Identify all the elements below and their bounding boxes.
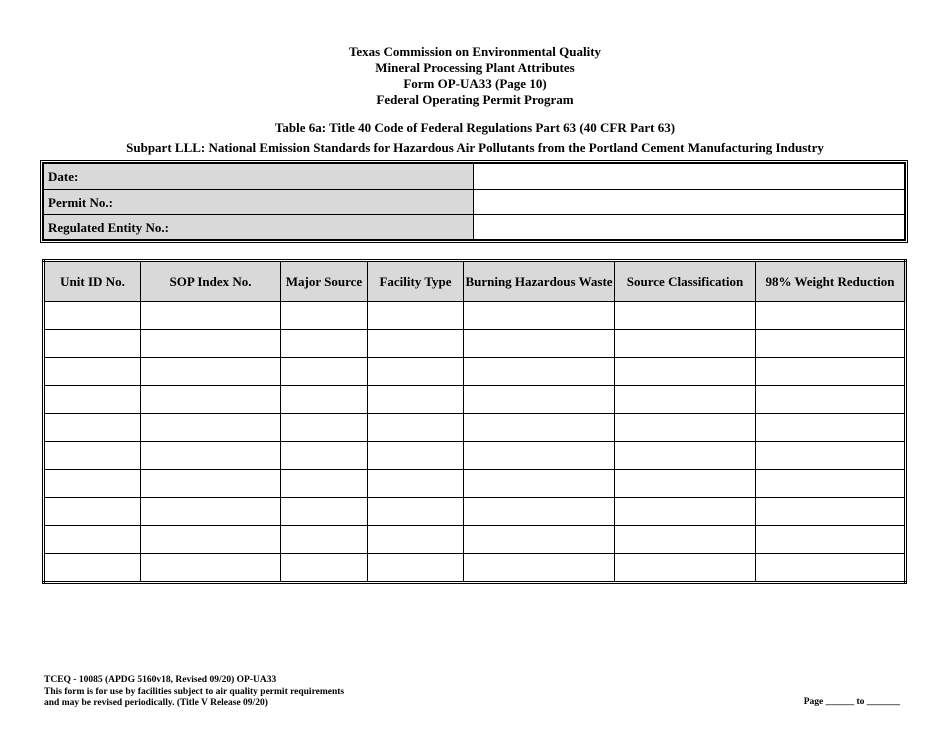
permit-info-box (42, 162, 906, 241)
header-row (44, 261, 906, 302)
table-cell[interactable] (281, 414, 368, 442)
table-cell[interactable] (44, 442, 141, 470)
column-header: SOP Index No. (141, 261, 281, 302)
table-cell[interactable] (141, 470, 281, 498)
table-cell[interactable] (281, 470, 368, 498)
table-cell[interactable] (141, 358, 281, 386)
table-cell[interactable] (141, 554, 281, 583)
table-cell[interactable] (368, 414, 464, 442)
table-subtitle: Subpart LLL: National Emission Standards for Hazardous Air Pollutants from the Portland Cement Manufacturing Industry (126, 140, 824, 155)
table-cell[interactable] (464, 358, 615, 386)
table-cell[interactable] (368, 554, 464, 583)
entity-field[interactable] (474, 215, 904, 239)
table-row (44, 302, 906, 330)
table-cell[interactable] (615, 498, 756, 526)
table-cell[interactable] (368, 470, 464, 498)
form-header (0, 44, 950, 108)
table-cell[interactable] (756, 470, 906, 498)
table-cell[interactable] (464, 414, 615, 442)
page-number: Page ______ to _______ (803, 697, 900, 707)
table-cell[interactable] (756, 386, 906, 414)
table-title: Table 6a: Title 40 Code of Federal Regulations Part 63 (40 CFR Part 63) (274, 120, 676, 135)
table-row (44, 526, 906, 554)
permit-label: Permit No.: (44, 190, 474, 214)
table-cell[interactable] (281, 498, 368, 526)
table-cell[interactable] (44, 414, 141, 442)
table-cell[interactable] (756, 498, 906, 526)
table-cell[interactable] (281, 526, 368, 554)
table-cell[interactable] (281, 442, 368, 470)
table-cell[interactable] (281, 302, 368, 330)
table-cell[interactable] (281, 386, 368, 414)
program-name: Federal Operating Permit Program (376, 92, 574, 107)
column-header: Major Source (281, 261, 368, 302)
table-row (44, 498, 906, 526)
table-cell[interactable] (464, 526, 615, 554)
table-cell[interactable] (464, 470, 615, 498)
table-cell[interactable] (615, 526, 756, 554)
table-cell[interactable] (368, 498, 464, 526)
table-cell[interactable] (615, 358, 756, 386)
form-number: Form OP-UA33 (Page 10) (403, 76, 547, 91)
table-cell[interactable] (368, 358, 464, 386)
table-row (44, 554, 906, 583)
footer-form-id: TCEQ - 10085 (APDG 5160v18, Revised 09/20) OP-UA33 (44, 675, 277, 685)
column-header: 98% Weight Reduction (756, 261, 906, 302)
table-cell[interactable] (44, 386, 141, 414)
table-cell[interactable] (368, 330, 464, 358)
table-cell[interactable] (44, 330, 141, 358)
table-cell[interactable] (281, 358, 368, 386)
table-row (44, 414, 906, 442)
table-cell[interactable] (756, 526, 906, 554)
entity-label: Regulated Entity No.: (44, 215, 474, 239)
table-cell[interactable] (141, 498, 281, 526)
table-cell[interactable] (44, 526, 141, 554)
table-cell[interactable] (464, 498, 615, 526)
table-cell[interactable] (368, 442, 464, 470)
table-cell[interactable] (141, 330, 281, 358)
permit-field[interactable] (474, 190, 904, 214)
table-cell[interactable] (44, 470, 141, 498)
table-cell[interactable] (615, 330, 756, 358)
table-cell[interactable] (44, 358, 141, 386)
table-cell[interactable] (756, 330, 906, 358)
table-cell[interactable] (464, 442, 615, 470)
permit-row (44, 189, 904, 214)
table-cell[interactable] (368, 302, 464, 330)
agency-name: Texas Commission on Environmental Quality (348, 44, 602, 59)
table-cell[interactable] (464, 302, 615, 330)
entity-row (44, 214, 904, 239)
table-cell[interactable] (368, 526, 464, 554)
table-cell[interactable] (44, 554, 141, 583)
date-row (44, 164, 904, 189)
table-body (44, 302, 906, 583)
column-header: Unit ID No. (44, 261, 141, 302)
table-cell[interactable] (615, 414, 756, 442)
table-cell[interactable] (615, 302, 756, 330)
table-cell[interactable] (44, 498, 141, 526)
footer-revision-note: and may be revised periodically. (Title V Release 09/20) (44, 698, 268, 708)
table-cell[interactable] (756, 414, 906, 442)
column-header: Facility Type (368, 261, 464, 302)
form-subject: Mineral Processing Plant Attributes (375, 60, 575, 75)
footer-usage-note: This form is for use by facilities subject to air quality permit requirements (44, 686, 345, 697)
table-row (44, 386, 906, 414)
table-cell[interactable] (141, 302, 281, 330)
table-cell[interactable] (615, 442, 756, 470)
table-cell[interactable] (615, 470, 756, 498)
column-header: Source Classification (615, 261, 756, 302)
table-cell[interactable] (756, 442, 906, 470)
date-label: Date: (44, 164, 474, 189)
table-cell[interactable] (141, 442, 281, 470)
table-row (44, 442, 906, 470)
table-cell[interactable] (615, 386, 756, 414)
table-cell[interactable] (44, 302, 141, 330)
table-cell[interactable] (464, 386, 615, 414)
table-cell[interactable] (141, 386, 281, 414)
table-cell[interactable] (464, 330, 615, 358)
table-cell[interactable] (141, 414, 281, 442)
form-footer (44, 675, 344, 710)
date-field[interactable] (474, 164, 904, 189)
table-row (44, 330, 906, 358)
table-cell[interactable] (281, 330, 368, 358)
table-cell[interactable] (756, 554, 906, 583)
table-cell[interactable] (464, 554, 615, 583)
table-cell[interactable] (615, 554, 756, 583)
table-row (44, 358, 906, 386)
table-heading (0, 118, 950, 158)
table-cell[interactable] (756, 358, 906, 386)
table-cell[interactable] (281, 554, 368, 583)
column-header: Burning Hazardous Waste (464, 261, 615, 302)
table-cell[interactable] (756, 302, 906, 330)
table-cell[interactable] (368, 386, 464, 414)
table-row (44, 470, 906, 498)
table-cell[interactable] (141, 526, 281, 554)
attributes-table (42, 259, 907, 584)
